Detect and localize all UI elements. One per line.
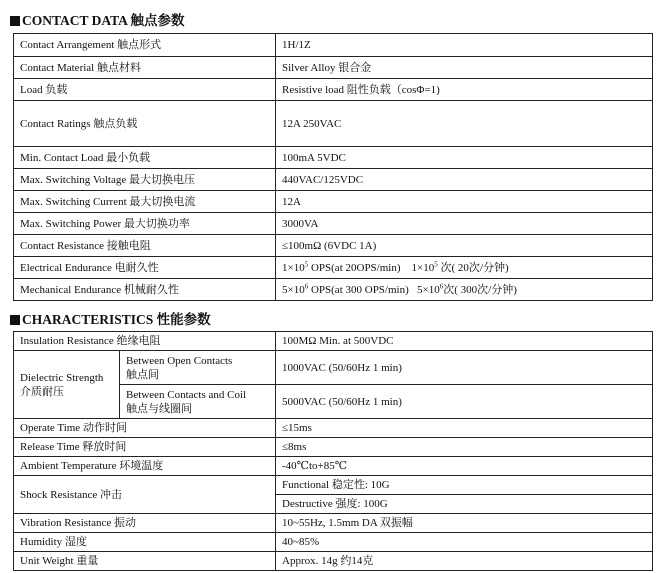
row-value: 10~55Hz, 1.5mm DA 双振幅	[276, 514, 653, 533]
square-bullet-icon	[10, 315, 20, 325]
contacts-coil-label	[120, 385, 276, 419]
row-label: Ambient Temperature 环境温度	[14, 457, 276, 476]
row-label: Operate Time 动作时间	[14, 419, 276, 438]
row-label: Load 负载	[14, 79, 276, 101]
table-row	[14, 457, 653, 476]
table-row	[14, 213, 653, 235]
value-part: 1×10	[411, 261, 435, 274]
row-value: Resistive load 阻性负载（cosΦ=1)	[276, 79, 653, 101]
characteristics-heading	[10, 308, 211, 328]
row-value: 1H/1Z	[276, 34, 653, 57]
row-label: Release Time 释放时间	[14, 438, 276, 457]
label-cn: 触点间	[126, 368, 159, 381]
table-row	[14, 476, 653, 495]
row-label: Min. Contact Load 最小负载	[14, 147, 276, 169]
value-part: 1×10	[282, 261, 305, 274]
exponent: 6	[304, 281, 309, 290]
contact-data-title: CONTACT DATA 触点参数	[22, 13, 185, 28]
table-row	[14, 533, 653, 552]
row-label: Contact Material 触点材料	[14, 57, 276, 79]
row-value: Silver Alloy 银合金	[276, 57, 653, 79]
row-value: 12A	[276, 191, 653, 213]
table-row	[14, 34, 653, 57]
row-value: 100MΩ Min. at 500VDC	[276, 332, 653, 351]
label-cn: 介质耐压	[20, 385, 64, 398]
characteristics-title: CHARACTERISTICS 性能参数	[22, 312, 211, 327]
contact-data-heading	[10, 9, 185, 29]
label-cn: 触点与线圈间	[126, 402, 192, 415]
value-part: 5×10	[417, 283, 440, 296]
value-part: OPS(at 300 OPS/min)	[308, 283, 409, 296]
row-value: ≤8ms	[276, 438, 653, 457]
label-en: Dielectric Strength	[20, 371, 104, 384]
value-part: 次( 300次/分钟)	[443, 283, 517, 296]
table-row	[14, 438, 653, 457]
row-value: 100mA 5VDC	[276, 147, 653, 169]
shock-destructive-value: Destructive 强度: 100G	[276, 495, 653, 514]
table-row	[14, 552, 653, 571]
table-row	[14, 514, 653, 533]
exponent: 6	[439, 281, 444, 290]
open-contacts-label	[120, 351, 276, 385]
table-row	[14, 79, 653, 101]
table-row	[14, 351, 653, 385]
exponent: 5	[434, 259, 438, 268]
dielectric-strength-label	[14, 351, 120, 419]
row-value: 1000VAC (50/60Hz 1 min)	[276, 351, 653, 385]
table-row	[14, 57, 653, 79]
row-label: Contact Resistance 接触电阻	[14, 235, 276, 257]
table-row	[14, 279, 653, 301]
row-label: Max. Switching Voltage 最大切换电压	[14, 169, 276, 191]
row-value: 440VAC/125VDC	[276, 169, 653, 191]
row-label: Mechanical Endurance 机械耐久性	[14, 279, 276, 301]
table-row	[14, 235, 653, 257]
row-label: Vibration Resistance 振动	[14, 514, 276, 533]
table-row	[14, 147, 653, 169]
row-label: Insulation Resistance 绝缘电阻	[14, 332, 276, 351]
row-value: 5000VAC (50/60Hz 1 min)	[276, 385, 653, 419]
label-en: Between Contacts and Coil	[126, 388, 247, 401]
contact-data-table	[13, 33, 653, 301]
row-label: Humidity 湿度	[14, 533, 276, 552]
row-label: Contact Arrangement 触点形式	[14, 34, 276, 57]
row-label: Shock Resistance 冲击	[14, 476, 276, 514]
row-label: Unit Weight 重量	[14, 552, 276, 571]
row-value: 40~85%	[276, 533, 653, 552]
row-label: Max. Switching Power 最大切换功率	[14, 213, 276, 235]
row-label: Max. Switching Current 最大切换电流	[14, 191, 276, 213]
table-row	[14, 332, 653, 351]
table-row	[14, 169, 653, 191]
table-row	[14, 257, 653, 279]
exponent: 5	[304, 259, 309, 268]
row-value: Approx. 14g 约14克	[276, 552, 653, 571]
table-row	[14, 191, 653, 213]
row-value: ≤15ms	[276, 419, 653, 438]
electrical-endurance-value	[276, 257, 653, 279]
value-part: 5×10	[282, 283, 305, 296]
square-bullet-icon	[10, 16, 20, 26]
table-row	[14, 419, 653, 438]
label-en: Between Open Contacts	[126, 354, 233, 367]
row-value: -40℃to+85℃	[276, 457, 653, 476]
row-label: Electrical Endurance 电耐久性	[14, 257, 276, 279]
row-label: Contact Ratings 触点负载	[14, 101, 276, 147]
row-value: 12A 250VAC	[276, 101, 653, 147]
row-value: ≤100mΩ (6VDC 1A)	[276, 235, 653, 257]
mechanical-endurance-value	[276, 279, 653, 301]
value-part: 次( 20次/分钟)	[437, 261, 509, 274]
shock-functional-value: Functional 稳定性: 10G	[276, 476, 653, 495]
table-row	[14, 101, 653, 147]
characteristics-table	[13, 331, 653, 571]
row-value: 3000VA	[276, 213, 653, 235]
value-part: OPS(at 20OPS/min)	[308, 261, 401, 274]
